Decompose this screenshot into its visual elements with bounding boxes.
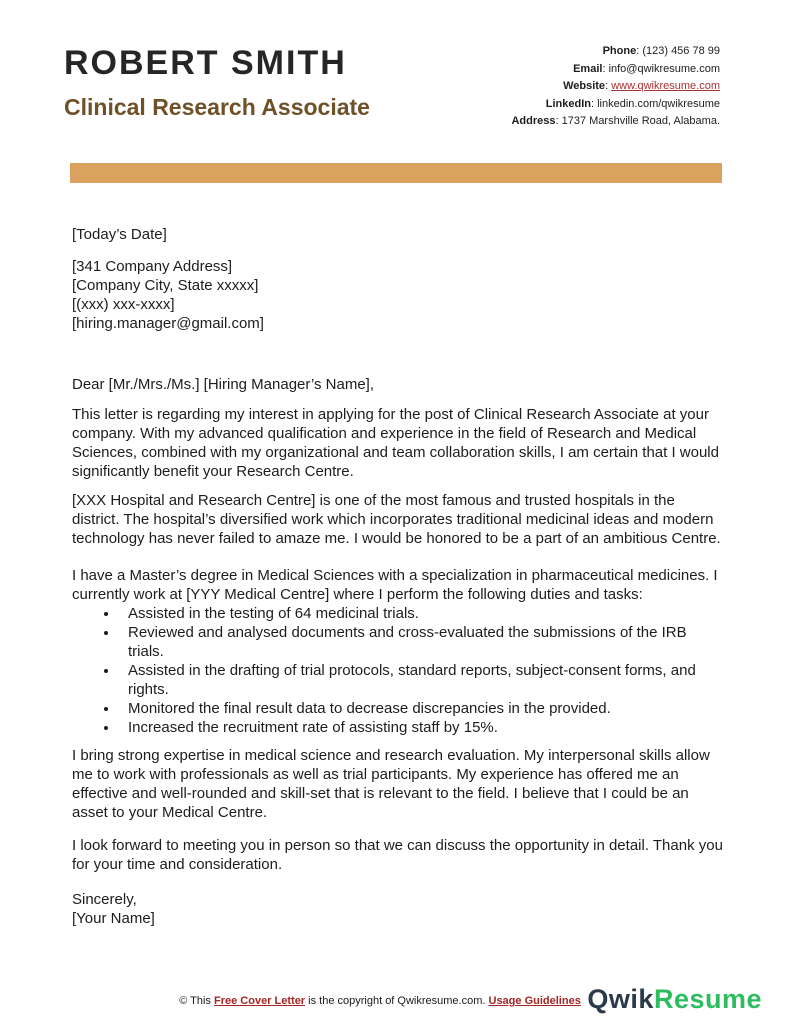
contact-address-label: Address xyxy=(511,115,556,127)
closing-word: Sincerely, xyxy=(72,891,137,908)
logo-resume-text: Resume xyxy=(653,984,762,1014)
salutation: Dear [Mr./Mrs./Ms.] [Hiring Manager’s Name], xyxy=(72,376,375,393)
copyright-middle: is the copyright of Qwikresume.com. xyxy=(305,995,489,1007)
contact-address xyxy=(511,113,720,131)
footer-copyright xyxy=(100,995,660,1007)
free-cover-letter-link[interactable]: Free Cover Letter xyxy=(214,995,306,1007)
recipient-email-line: [hiring.manager@gmail.com] xyxy=(72,315,264,332)
contact-separator: : xyxy=(605,80,612,92)
date-placeholder: [Today’s Date] xyxy=(72,226,167,243)
duty-item: • Assisted in the drafting of trial protocols, standard reports, subject-consent forms, and rights. xyxy=(119,661,724,699)
paragraph-qualifications: I have a Master’s degree in Medical Sciences with a specialization in pharmaceutical medicines. I currently work at [YYY Medical Centre] where I perform the following duties and tasks: xyxy=(72,567,718,603)
letter-body xyxy=(72,225,724,928)
signature-block xyxy=(72,890,724,928)
contact-email-label: Email xyxy=(573,62,603,75)
paragraph-intro: This letter is regarding my interest in applying for the post of Clinical Research Associate at your company. With my advanced qualification and experience in the field of Research and Medical Sciences, combined with my organizational and team collaboration skills, I am certain that I would significantly benefit your Research Centre. xyxy=(72,406,719,480)
paragraph-closing: I look forward to meeting you in person so that we can discuss the opportunity in detail. Thank you for your time and consideration. xyxy=(72,837,723,873)
paragraph-expertise: I bring strong expertise in medical science and research evaluation. My interpersonal skills allow me to work with professionals as well as trial participants. My experience has offered me an effective and well-rounded and skill-set that is relevant to the field. I believe that I could be an asset to your Medical Centre. xyxy=(72,747,710,821)
duty-item: • Monitored the final result data to decrease discrepancies in the provided. xyxy=(119,699,724,718)
duty-item: • Assisted in the testing of 64 medicinal trials. xyxy=(119,604,724,623)
qwikresume-logo xyxy=(587,984,762,1015)
contact-address-value: 1737 Marshville Road, Alabama. xyxy=(561,115,720,127)
contact-website xyxy=(511,78,720,96)
accent-divider-bar xyxy=(70,163,722,183)
recipient-address-line: [341 Company Address] xyxy=(72,258,233,275)
contact-linkedin-value: linkedin.com/qwikresume xyxy=(597,97,720,110)
candidate-name: ROBERT SMITH xyxy=(64,44,347,82)
copyright-prefix: © This xyxy=(179,995,214,1007)
contact-separator: : xyxy=(590,97,598,110)
contact-phone-value: (123) 456 78 99 xyxy=(642,45,720,57)
contact-info-block xyxy=(511,43,720,131)
recipient-city-line: [Company City, State xxxxx] xyxy=(72,277,259,294)
duties-list xyxy=(72,604,724,737)
candidate-job-title: Clinical Research Associate xyxy=(64,94,370,120)
website-link[interactable]: www.qwikresume.com xyxy=(611,80,720,92)
contact-website-label: Website xyxy=(563,80,606,92)
contact-email-value: info@qwikresume.com xyxy=(608,62,720,75)
contact-separator: : xyxy=(555,115,562,127)
contact-linkedin xyxy=(511,96,720,114)
signature-placeholder: [Your Name] xyxy=(72,910,155,927)
contact-email xyxy=(511,61,720,79)
contact-phone xyxy=(511,43,720,61)
logo-qwik-text: Qwik xyxy=(587,984,654,1014)
usage-guidelines-link[interactable]: Usage Guidelines xyxy=(488,995,581,1007)
duty-item: • Reviewed and analysed documents and cross-evaluated the submissions of the IRB trials. xyxy=(119,623,724,661)
paragraph-hospital: [XXX Hospital and Research Centre] is one of the most famous and trusted hospitals in the district. The hospital’s diversified work which incorporates traditional medicinal ideas and modern technology has never failed to amaze me. I would be honored to be a part of an ambitious Centre. xyxy=(72,492,721,547)
contact-phone-label: Phone xyxy=(602,45,637,57)
contact-separator: : xyxy=(636,45,643,57)
recipient-phone-line: [(xxx) xxx-xxxx] xyxy=(72,296,175,313)
recipient-block xyxy=(72,257,724,333)
contact-linkedin-label: LinkedIn xyxy=(545,97,591,110)
contact-separator: : xyxy=(602,62,609,75)
duty-item: • Increased the recruitment rate of assisting staff by 15%. xyxy=(119,718,724,737)
